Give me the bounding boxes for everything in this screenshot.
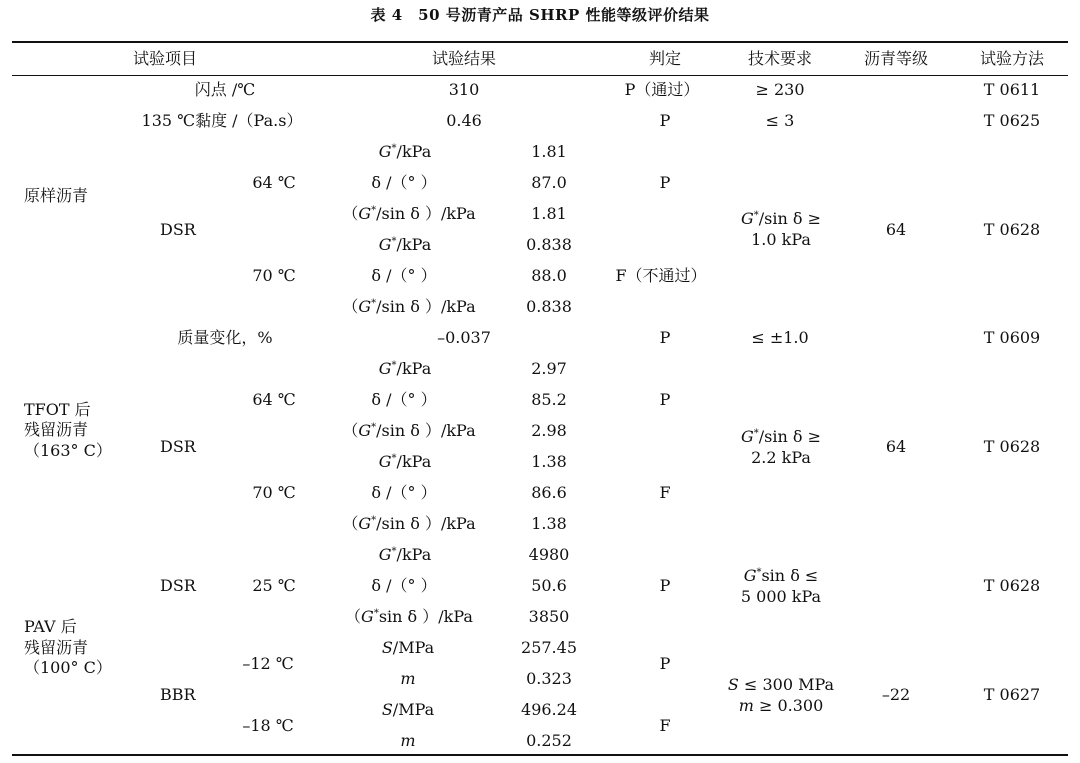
mass-verdict: P (659, 328, 671, 347)
unit-text: ≤ 300 MPa (738, 675, 835, 694)
group-tfot-line3: （163° C） (24, 441, 112, 460)
pav-dsr-method: T 0628 (983, 576, 1041, 595)
viscosity-method: T 0625 (983, 111, 1041, 130)
pav-25-g-value: 4980 (528, 545, 570, 564)
bbr-grade: –22 (881, 685, 911, 704)
viscosity-item: 135 ℃黏度 /（Pa.s） (141, 111, 303, 130)
tfot-70-delta-label: δ /（° ） (371, 483, 437, 502)
tfot-64-gsin-value: 2.98 (531, 421, 567, 440)
header-method: 试验方法 (979, 49, 1045, 68)
tfot-dsr-label: DSR (160, 437, 196, 456)
tfot-64-gsin-label: （G*/sin δ ）/kPa (342, 421, 476, 440)
pav-requirement-line1: G*sin δ ≤ (743, 566, 819, 585)
flash-value: 310 (448, 80, 480, 99)
tfot-70-gsin-label: （G*/sin δ ）/kPa (342, 514, 476, 533)
header-result: 试验结果 (431, 49, 497, 68)
unit-text: /kPa (396, 235, 432, 254)
orig-grade: 64 (885, 220, 907, 239)
unit-text: /kPa (396, 359, 432, 378)
tfot-70-g-value: 1.38 (531, 452, 567, 471)
tfot-70-gsin-value: 1.38 (531, 514, 567, 533)
unit-text: /sin δ ）/kPa (376, 421, 476, 440)
tfot-70-g-label: G*/kPa (378, 452, 432, 471)
header-verdict: 判定 (648, 49, 682, 68)
header-rule (12, 75, 1068, 76)
tfot-requirement-line2: 2.2 kPa (751, 448, 811, 467)
unit-text: /MPa (392, 700, 435, 719)
bbr-12-m-label: m (400, 669, 416, 688)
unit-text: /kPa (396, 452, 432, 471)
unit-text: sin δ ）/kPa (378, 607, 473, 626)
bbr-requirement-line1: S ≤ 300 MPa (727, 675, 835, 694)
flash-item: 闪点 /℃ (194, 80, 256, 99)
bbr-requirement-line2: m ≥ 0.300 (738, 696, 824, 715)
table-title: 表 4 50 号沥青产品 SHRP 性能等级评价结果 (370, 6, 710, 24)
orig-temp-64: 64 ℃ (252, 173, 296, 192)
tfot-grade: 64 (885, 437, 907, 456)
header-item: 试验项目 (132, 49, 198, 68)
pav-25-delta-label: δ /（° ） (371, 576, 437, 595)
orig-70-gsin-label: （G*/sin δ ）/kPa (342, 297, 476, 316)
bbr-12-s-label: S/MPa (381, 638, 435, 657)
pav-dsr-label: DSR (160, 576, 196, 595)
tfot-64-delta-value: 85.2 (531, 390, 567, 409)
unit-text: /sin δ ≥ (758, 209, 822, 228)
bbr-temp-minus12: –12 ℃ (242, 654, 294, 673)
orig-70-gsin-value: 0.838 (526, 297, 572, 316)
orig-64-delta-label: δ /（° ） (371, 173, 437, 192)
viscosity-requirement: ≤ 3 (765, 111, 795, 130)
bbr-method: T 0627 (983, 685, 1041, 704)
orig-dsr-method: T 0628 (983, 220, 1041, 239)
bbr-temp-minus18: –18 ℃ (242, 716, 294, 735)
bbr-18-m-value: 0.252 (526, 731, 572, 750)
orig-64-verdict: P (659, 173, 671, 192)
orig-70-verdict: F（不通过） (615, 266, 707, 285)
top-rule (12, 41, 1068, 43)
orig-70-g-label: G*/kPa (378, 235, 432, 254)
group-pav-line1: PAV 后 (24, 617, 77, 636)
pav-25-delta-value: 50.6 (531, 576, 567, 595)
header-requirement: 技术要求 (747, 49, 813, 68)
group-pav-line2: 残留沥青 (24, 638, 89, 657)
bottom-rule (12, 754, 1068, 756)
group-pav-line3: （100° C） (24, 658, 112, 677)
bbr-label: BBR (160, 685, 196, 704)
unit-text: /sin δ ）/kPa (376, 514, 476, 533)
orig-70-delta-value: 88.0 (531, 266, 567, 285)
bbr-12-s-value: 257.45 (521, 638, 577, 657)
viscosity-verdict: P (659, 111, 671, 130)
tfot-70-verdict: F (659, 483, 671, 502)
pav-25-gsin-value: 3850 (528, 607, 570, 626)
orig-64-gsin-value: 1.81 (531, 204, 567, 223)
orig-64-g-value: 1.81 (531, 142, 567, 161)
bbr-18-s-value: 496.24 (521, 700, 577, 719)
unit-text: ≥ 0.300 (753, 696, 824, 715)
group-tfot-line2: 残留沥青 (24, 420, 89, 439)
orig-64-delta-value: 87.0 (531, 173, 567, 192)
orig-dsr-label: DSR (160, 220, 196, 239)
flash-verdict: P（通过） (624, 80, 700, 99)
unit-text: /MPa (392, 638, 435, 657)
mass-item: 质量变化，% (177, 328, 273, 347)
tfot-requirement-line1: G*/sin δ ≥ (740, 427, 822, 446)
tfot-64-g-label: G*/kPa (378, 359, 432, 378)
unit-text: /sin δ ≥ (758, 427, 822, 446)
tfot-temp-70: 70 ℃ (252, 483, 296, 502)
tfot-64-delta-label: δ /（° ） (371, 390, 437, 409)
orig-requirement-line1: G*/sin δ ≥ (740, 209, 822, 228)
mass-value: –0.037 (437, 328, 491, 347)
viscosity-value: 0.46 (446, 111, 482, 130)
pav-25-g-label: G*/kPa (378, 545, 432, 564)
tfot-64-g-value: 2.97 (531, 359, 567, 378)
pav-25-gsin-label: （G*sin δ ）/kPa (345, 607, 473, 626)
bbr-18-verdict: F (659, 716, 671, 735)
orig-requirement-line2: 1.0 kPa (751, 230, 811, 249)
pav-25-verdict: P (659, 576, 671, 595)
bbr-12-verdict: P (659, 654, 671, 673)
orig-64-g-label: G*/kPa (378, 142, 432, 161)
bbr-18-s-label: S/MPa (381, 700, 435, 719)
tfot-64-verdict: P (659, 390, 671, 409)
unit-text: /sin δ ）/kPa (376, 204, 476, 223)
unit-text: /kPa (396, 545, 432, 564)
bbr-18-m-label: m (400, 731, 416, 750)
mass-method: T 0609 (983, 328, 1041, 347)
bbr-12-m-value: 0.323 (526, 669, 572, 688)
pav-requirement-line2: 5 000 kPa (740, 587, 822, 606)
group-tfot-line1: TFOT 后 (24, 400, 91, 419)
unit-text: /kPa (396, 142, 432, 161)
header-grade: 沥青等级 (863, 49, 929, 68)
orig-temp-70: 70 ℃ (252, 266, 296, 285)
unit-text: /sin δ ）/kPa (376, 297, 476, 316)
flash-method: T 0611 (983, 80, 1041, 99)
tfot-temp-64: 64 ℃ (252, 390, 296, 409)
unit-text: sin δ ≤ (761, 566, 819, 585)
flash-requirement: ≥ 230 (755, 80, 805, 99)
group-original: 原样沥青 (24, 186, 89, 205)
mass-requirement: ≤ ±1.0 (751, 328, 809, 347)
tfot-70-delta-value: 86.6 (531, 483, 567, 502)
orig-70-delta-label: δ /（° ） (371, 266, 437, 285)
orig-64-gsin-label: （G*/sin δ ）/kPa (342, 204, 476, 223)
tfot-dsr-method: T 0628 (983, 437, 1041, 456)
pav-temp-25: 25 ℃ (252, 576, 296, 595)
orig-70-g-value: 0.838 (526, 235, 572, 254)
